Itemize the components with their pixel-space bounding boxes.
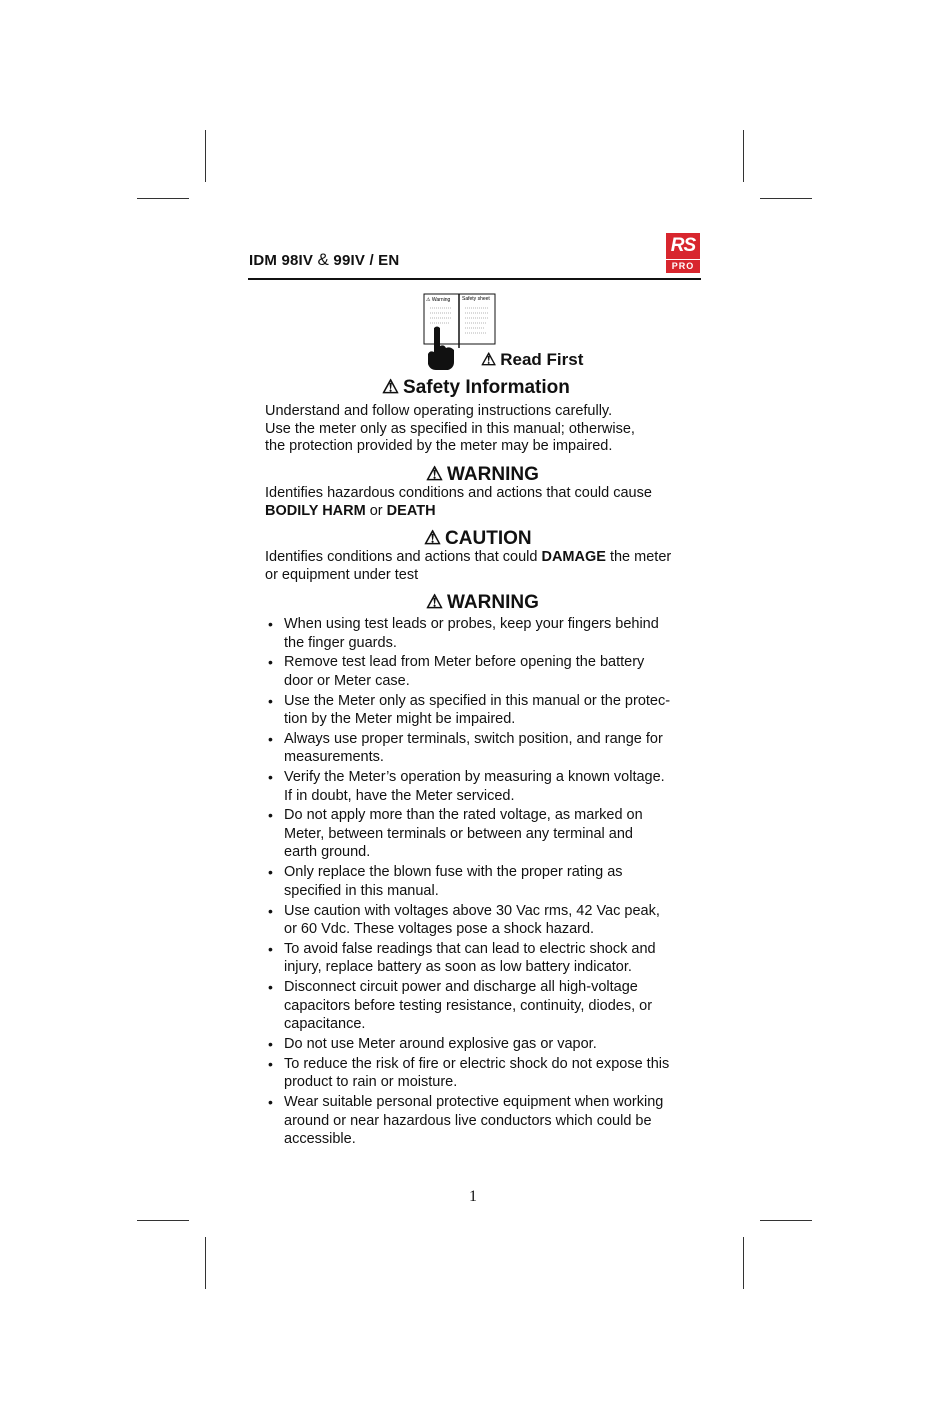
warning-list-item-line: • Verify the Meter’s operation by measuring a known voltage. (284, 769, 665, 786)
warning-list-item (268, 806, 688, 862)
warning-list-heading-text: WARNING (447, 592, 539, 613)
title-model-lang: 99IV / EN (329, 252, 400, 269)
warning-list-item-line: • Remove test lead from Meter before opening the battery (284, 654, 645, 671)
read-first-heading (481, 350, 583, 370)
warning-list-item (268, 1093, 688, 1149)
logo-pro-text: PRO (666, 260, 700, 273)
caution-definition-line (265, 549, 671, 567)
warning-list-item-line: • Always use proper terminals, switch position, and range for (284, 730, 663, 747)
death-text: DEATH (386, 502, 436, 519)
warning-list-item-line: tion by the Meter might be impaired. (284, 711, 516, 728)
warning-list-item (268, 978, 688, 1034)
warning-list-item-line: capacitors before testing resistance, continuity, diodes, or (284, 997, 653, 1014)
warning-list-item-line: • Wear suitable personal protective equipment when working (284, 1094, 664, 1111)
read-first-text: Read First (500, 350, 584, 369)
caution-heading (424, 527, 532, 550)
crop-mark (760, 1220, 812, 1221)
crop-mark (743, 130, 744, 182)
safety-title-text: Safety Information (403, 377, 570, 398)
warning-list-item-line: earth ground. (284, 844, 371, 861)
warning-list-item (268, 653, 688, 690)
warning-list-item-line: • Use the Meter only as specified in this manual or the protec- (284, 692, 671, 709)
crop-mark (205, 130, 206, 182)
warning-list-item-line: product to rain or moisture. (284, 1074, 458, 1091)
warning-list-item-line: injury, replace battery as soon as low battery indicator. (284, 959, 632, 976)
warning-list-item-line: measurements. (284, 749, 384, 766)
warning-list-item (268, 1035, 688, 1054)
damage-text: DAMAGE (541, 549, 606, 565)
title-ampersand: & (317, 250, 330, 269)
warning-list-item-line: the finger guards. (284, 634, 397, 651)
caution-text: the meter (605, 549, 672, 565)
warning-list-item (268, 692, 688, 729)
safety-information-title (382, 376, 570, 399)
warning-list-item (268, 615, 688, 652)
warning-list-item-line: or 60 Vdc. These voltages pose a shock hazard. (284, 921, 595, 938)
page-number: 1 (469, 1188, 477, 1205)
warning-list-item-line: • To reduce the risk of fire or electric shock do not expose this (284, 1055, 670, 1072)
warning-list-item-line: Meter, between terminals or between any terminal and (284, 825, 633, 842)
crop-mark (205, 1237, 206, 1289)
document-title (249, 250, 399, 270)
warning-triangle-icon: ⚠ (426, 464, 444, 485)
caution-heading-text: CAUTION (445, 528, 532, 549)
intro-line: Use the meter only as specified in this manual; otherwise, (265, 420, 635, 437)
warning-heading (426, 463, 539, 486)
warning-list-item (268, 768, 688, 805)
warning-list-item-line: If in doubt, have the Meter serviced. (284, 787, 515, 804)
icon-safety-label: Safety sheet (462, 296, 490, 302)
warning-list-item-line: • Do not use Meter around explosive gas or vapor. (284, 1035, 597, 1052)
caution-definition (265, 549, 671, 584)
warning-list-item-line: specified in this manual. (284, 882, 439, 899)
crop-mark (743, 1237, 744, 1289)
warning-list-item-line: • Use caution with voltages above 30 Vac rms, 42 Vac peak, (284, 902, 660, 919)
warning-bullet-list (268, 615, 688, 1150)
warning-triangle-icon: ⚠ (382, 377, 400, 398)
header-divider (248, 278, 701, 280)
warning-list-item-line: • Do not apply more than the rated voltage, as marked on (284, 807, 643, 824)
warning-triangle-icon: ⚠ (424, 528, 442, 549)
warning-list-item-line: door or Meter case. (284, 672, 410, 689)
logo-rs-text: RS (666, 233, 700, 259)
warning-list-item (268, 902, 688, 939)
warning-list-item-line: accessible. (284, 1131, 356, 1148)
intro-line: Understand and follow operating instructions carefully. (265, 403, 613, 419)
warning-list-item (268, 730, 688, 767)
caution-definition-line: or equipment under test (265, 566, 419, 583)
title-model: IDM 98IV (249, 252, 318, 269)
warning-definition-line (265, 503, 652, 521)
bodily-harm-text: BODILY HARM (265, 502, 366, 519)
warning-list-item-line: around or near hazardous live conductors which could be (284, 1112, 652, 1129)
warning-list-item (268, 940, 688, 977)
warning-list-item-line: • Disconnect circuit power and discharge all high-voltage (284, 979, 638, 996)
icon-warning-label: ⚠ Warning (426, 297, 451, 303)
warning-list-item-line: • To avoid false readings that can lead to electric shock and (284, 940, 656, 957)
warning-list-item (268, 1055, 688, 1092)
warning-list-item-line: • When using test leads or probes, keep your fingers behind (284, 616, 659, 632)
crop-mark (137, 1220, 189, 1221)
warning-list-heading (426, 591, 539, 614)
crop-mark (760, 198, 812, 199)
caution-text: Identifies conditions and actions that could (265, 549, 542, 565)
warning-list-item-line: • Only replace the blown fuse with the proper rating as (284, 864, 623, 881)
intro-paragraph (265, 403, 635, 456)
intro-line: the protection provided by the meter may be impaired. (265, 438, 613, 454)
or-text: or (365, 502, 387, 519)
warning-list-item-line: capacitance. (284, 1016, 366, 1033)
warning-definition (265, 485, 652, 520)
rs-pro-logo (666, 233, 700, 273)
crop-mark (137, 198, 189, 199)
warning-triangle-icon: ⚠ (481, 350, 497, 369)
warning-definition-line: Identifies hazardous conditions and actions that could cause (265, 485, 652, 501)
warning-triangle-icon: ⚠ (426, 592, 444, 613)
warning-list-item (268, 863, 688, 900)
warning-heading-text: WARNING (447, 464, 539, 485)
